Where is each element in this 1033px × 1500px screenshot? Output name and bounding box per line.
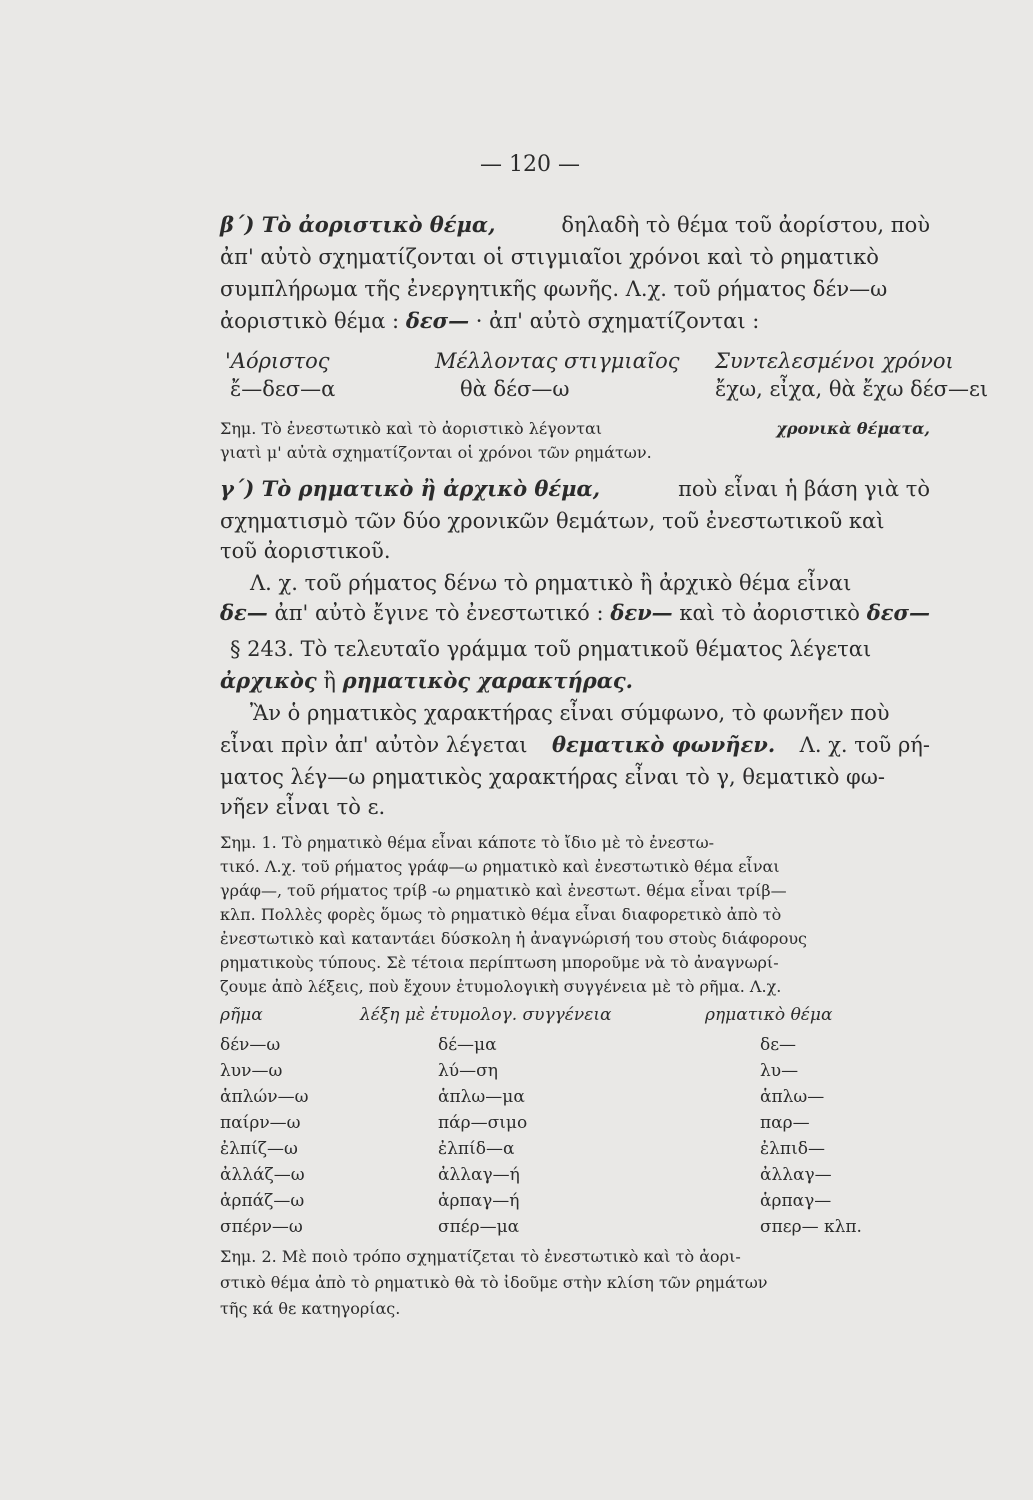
table-row: ἐλπίζ—ω ἐλπίδ—α ἐλπιδ— [220, 1139, 825, 1159]
table-row: παίρν—ω πάρ—σιμο παρ— [220, 1113, 810, 1133]
note-2-line-3: τῆς κά θε κατηγορίας. [220, 1299, 401, 1318]
para-c-line-5: δε— ἀπ' αὐτὸ ἔγινε τὸ ἐνεστωτικό : δεν— καὶ τὸ ἀοριστικὸ δεσ— [220, 600, 930, 625]
note-1-line-6: ρηματικοὺς τύπους. Σὲ τέτοια περίπτωση μποροῦμε νὰ τὸ ἀναγνωρί- [220, 953, 779, 972]
note-0-line-2: γιατὶ μ' αὐτὰ σχηματίζονται οἱ χρόνοι τῶν ρημάτων. [220, 443, 652, 462]
sec243-line-2: ἀρχικὸς ἢ ρηματικὸς χαρακτήρας. [220, 668, 633, 693]
tense-form-perfect: ἔχω, εἶχα, θὰ ἔχω δέσ—ει [715, 377, 989, 401]
note-1-line-3: γράφ—, τοῦ ρήματος τρίβ -ω ρηματικὸ καὶ ἐνεστωτ. θέμα εἶναι τρίβ— [220, 881, 787, 900]
sec243-line-6: νῆεν εἶναι τὸ ε. [220, 795, 386, 819]
para-b-line-2: ἀπ' αὐτὸ σχηματίζονται οἱ στιγμιαῖοι χρόνοι καὶ τὸ ρηματικὸ [220, 245, 879, 269]
note-2-line-1: Σημ. 2. Μὲ ποιὸ τρόπο σχηματίζεται τὸ ἐνεστωτικὸ καὶ τὸ ἀορι- [220, 1247, 741, 1266]
para-c-line-1: γ΄) Τὸ ρηματικὸ ἢ ἀρχικὸ θέμα, ποὺ εἶναι ἡ βάση γιὰ τὸ [220, 476, 930, 501]
tense-form-aorist: ἔ—δεσ—α [230, 377, 336, 401]
tense-header-future: Μέλλοντας στιγμιαῖος [435, 349, 680, 373]
sec243-line-3: Ἂν ὁ ρηματικὸς χαρακτήρας εἶναι σύμφωνο, τὸ φωνῆεν ποὺ [250, 701, 890, 725]
para-b-line-4: ἀοριστικὸ θέμα : δεσ— · ἀπ' αὐτὸ σχηματίζονται : [220, 308, 760, 333]
para-c-line-2: σχηματισμὸ τῶν δύο χρονικῶν θεμάτων, τοῦ ἐνεστωτικοῦ καὶ [220, 509, 885, 533]
table-row: ἁρπάζ—ω ἁρπαγ—ή ἁρπαγ— [220, 1191, 832, 1211]
stem-table-header: ρῆμα λέξη μὲ ἐτυμολογ. συγγένεια ρηματικὸ θέμα [220, 1005, 833, 1025]
para-b-line-3: συμπλήρωμα τῆς ἐνεργητικῆς φωνῆς. Λ.χ. τοῦ ρήματος δέν—ω [220, 277, 888, 301]
note-0-line-1: Σημ. Τὸ ἐνεστωτικὸ καὶ τὸ ἀοριστικὸ λέγονται χρονικὰ θέματα, [220, 419, 930, 438]
tense-header-perfect: Συντελεσμένοι χρόνοι [715, 349, 954, 373]
para-c-line-3: τοῦ ἀοριστικοῦ. [220, 539, 391, 563]
note-1-line-4: κλπ. Πολλὲς φορὲς ὅμως τὸ ρηματικὸ θέμα εἶναι διαφορετικὸ ἀπὸ τὸ [220, 905, 782, 924]
para-b-line-1: β΄) Τὸ ἀοριστικὸ θέμα, δηλαδὴ τὸ θέμα τοῦ ἀορίστου, ποὺ [220, 212, 930, 237]
table-row: δέν—ω δέ—μα δε— [220, 1035, 797, 1055]
aorist-stem-term: β΄) Τὸ ἀοριστικὸ θέμα, [220, 212, 496, 237]
page-number: — 120 — [480, 152, 580, 177]
note-1-line-2: τικό. Λ.χ. τοῦ ρήματος γράφ—ω ρηματικὸ καὶ ἐνεστωτικὸ θέμα εἶναι [220, 857, 780, 876]
note-1-line-5: ἐνεστωτικὸ καὶ καταντάει δύσκολη ἡ ἀναγνώρισή του στοὺς διάφορους [220, 929, 808, 948]
para-c-line-4: Λ. χ. τοῦ ρήματος δένω τὸ ρηματικὸ ἢ ἀρχικὸ θέμα εἶναι [250, 571, 852, 595]
note-1-line-7: ζουμε ἀπὸ λέξεις, ποὺ ἔχουν ἐτυμολογικὴ συγγένεια μὲ τὸ ρῆμα. Λ.χ. [220, 977, 782, 996]
tense-header-aorist: 'Αόριστος [225, 349, 330, 373]
tense-form-future: θὰ δέσ—ω [460, 377, 570, 401]
table-row: σπέρν—ω σπέρ—μα σπερ— κλπ. [220, 1217, 862, 1237]
sec243-line-4: εἶναι πρὶν ἀπ' αὐτὸν λέγεται θεματικὸ φωνῆεν. Λ. χ. τοῦ ρή- [220, 732, 930, 757]
note-1-line-1: Σημ. 1. Τὸ ρηματικὸ θέμα εἶναι κάποτε τὸ ἴδιο μὲ τὸ ἐνεστω- [220, 833, 715, 852]
table-row: ἀλλάζ—ω ἀλλαγ—ή ἀλλαγ— [220, 1165, 832, 1185]
table-row: λυν—ω λύ—ση λυ— [220, 1061, 799, 1081]
table-row: ἁπλών—ω ἁπλω—μα ἁπλω— [220, 1087, 825, 1107]
thematic-vowel-term: θεματικὸ φωνῆεν. [552, 732, 776, 757]
note-2-line-2: στικὸ θέμα ἀπὸ τὸ ρηματικὸ θὰ τὸ ἰδοῦμε στὴν κλίση τῶν ρημάτων [220, 1273, 768, 1292]
sec243-line-5: ματος λέγ—ω ρηματικὸς χαρακτήρας εἶναι τὸ γ, θεματικὸ φω- [220, 765, 885, 789]
sec243-line-1: § 243. Τὸ τελευταῖο γράμμα τοῦ ρηματικοῦ θέματος λέγεται [230, 637, 872, 661]
verbal-stem-term: γ΄) Τὸ ρηματικὸ ἢ ἀρχικὸ θέμα, [220, 476, 601, 501]
